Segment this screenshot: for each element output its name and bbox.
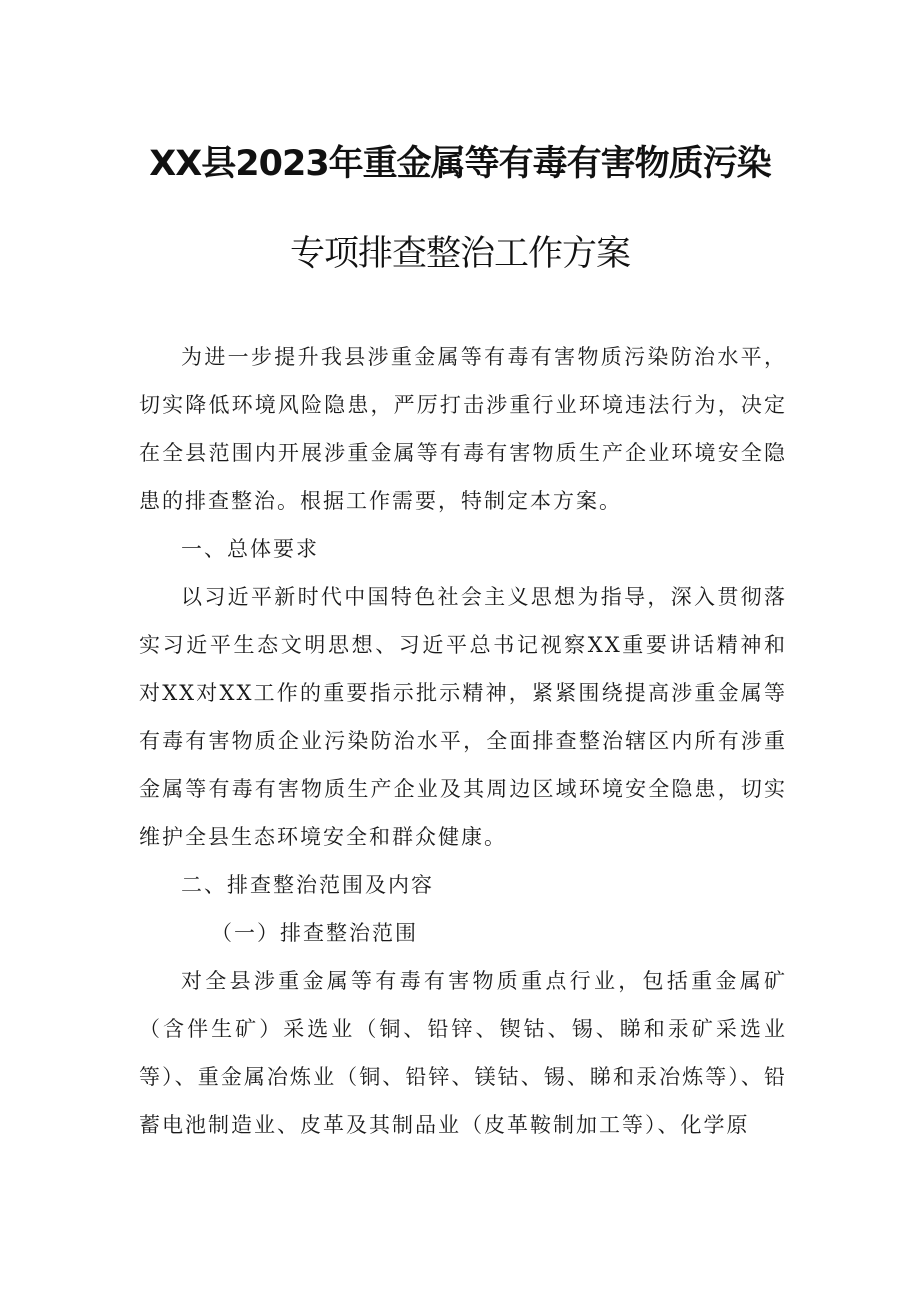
section1-heading: 一、总体要求 <box>181 537 319 561</box>
section2-heading: 二、排查整治范围及内容 <box>181 873 434 897</box>
section2-1-heading: （一）排查整治范围 <box>211 921 418 945</box>
intro-paragraph: 为进一步提升我县涉重金属等有毒有害物质污染防治水平，切实降低环境风险隐患，严厉打击涉重行业环境违法行为，决定在全县范围内开展涉重金属等有毒有害物质生产企业环境安全隐患的排查整治。根据工作需要，特制定本方案。 <box>139 345 787 513</box>
document-title-line1: XX县2023年重金属等有毒有害物质污染 <box>149 144 771 184</box>
document-title-line2: 专项排查整治工作方案 <box>289 234 630 274</box>
section1-paragraph: 以习近平新时代中国特色社会主义思想为指导，深入贯彻落实习近平生态文明思想、习近平总书记视察XX重要讲话精神和对XX对XX工作的重要指示批示精神，紧紧围绕提高涉重金属等有毒有害物质企业污染防治水平，全面排查整治辖区内所有涉重金属等有毒有害物质生产企业及其周边区域环境安全隐患，切实维护全县生态环境安全和群众健康。 <box>139 585 787 849</box>
document-body <box>139 333 787 1149</box>
section2-1-paragraph: 对全县涉重金属等有毒有害物质重点行业，包括重金属矿（含伴生矿）采选业（铜、铅锌、锲钴、锡、睇和汞矿采选业等）、重金属冶炼业（铜、铅锌、镁钴、锡、睇和汞冶炼等）、铅蓄电池制造业、皮革及其制品业（皮革鞍制加工等）、化学原 <box>139 969 787 1137</box>
